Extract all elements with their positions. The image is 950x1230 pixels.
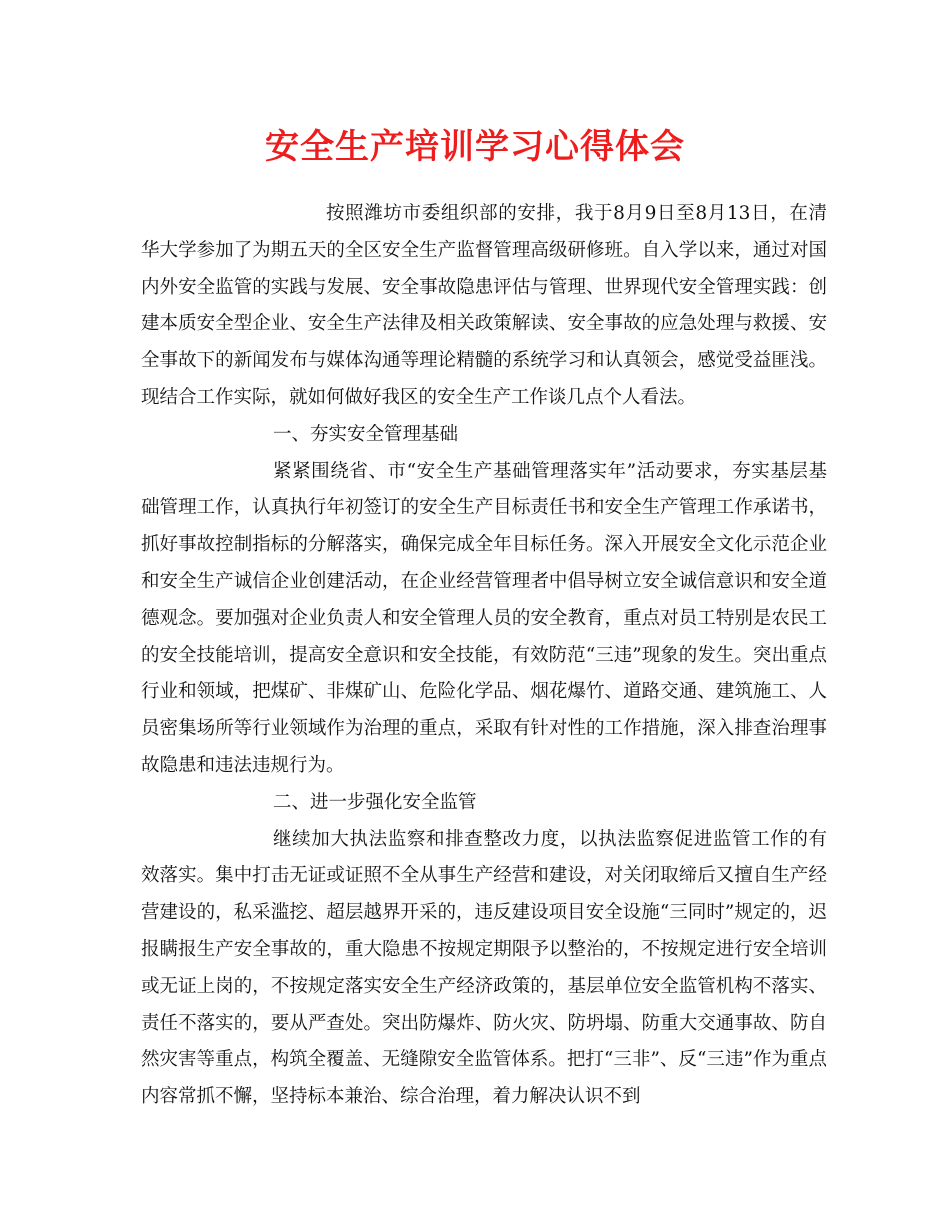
paragraph-section-2: 继续加大执法监察和排查整改力度，以执法监察促进监管工作的有效落实。集中打击无证或证照不全从事生产经营和建设，对关闭取缔后又擅自生产经营建设的，私采滥挖、超层越界开采的，违反建设项目安全设施“三同时”规定的，迟报瞒报生产安全事故的，重大隐患不按规定期限予以整治的，不按规定进行安全培训或无证上岗的，不按规定落实安全生产经济政策的，基层单位安全监管机构不落实、责任不落实的，要从严查处。突出防爆炸、防火灾、防坍塌、防重大交通事故、防自然灾害等重点，构筑全覆盖、无缝隙安全监管体系。把打“三非”、反“三违”作为重点内容常抓不懈，坚持标本兼治、综合治理，着力解决认识不到 [141,828,827,1108]
document-body [141,196,827,1116]
section-heading-1: 一、夯实安全管理基础 [273,423,459,445]
document-title: 安全生产培训学习心得体会 [265,127,685,167]
section-heading-2: 二、进一步强化安全监管 [273,791,477,813]
paragraph-section-1: 紧紧围绕省、市“安全生产基础管理落实年”活动要求，夯实基层基础管理工作，认真执行年初签订的安全生产目标责任书和安全生产管理工作承诺书，抓好事故控制指标的分解落实，确保完成全年目标任务。深入开展安全文化示范企业和安全生产诚信企业创建活动，在企业经营管理者中倡导树立安全诚信意识和安全道德观念。要加强对企业负责人和安全管理人员的安全教育，重点对员工特别是农民工的安全技能培训，提高安全意识和安全技能，有效防范“三违”现象的发生。突出重点行业和领域，把煤矿、非煤矿山、危险化学品、烟花爆竹、道路交通、建筑施工、人员密集场所等行业领域作为治理的重点，采取有针对性的工作措施，深入排查治理事故隐患和违法违规行为。 [141,460,827,776]
paragraph-intro: 按照潍坊市委组织部的安排，我于8月9日至8月13日，在清华大学参加了为期五天的全区安全生产监督管理高级研修班。自入学以来，通过对国内外安全监管的实践与发展、安全事故隐患评估与管理、世界现代安全管理实践：创建本质安全型企业、安全生产法律及相关政策解读、安全事故的应急处理与救援、安全事故下的新闻发布与媒体沟通等理论精髓的系统学习和认真领会，感觉受益匪浅。现结合工作实际，就如何做好我区的安全生产工作谈几点个人看法。 [141,203,827,408]
